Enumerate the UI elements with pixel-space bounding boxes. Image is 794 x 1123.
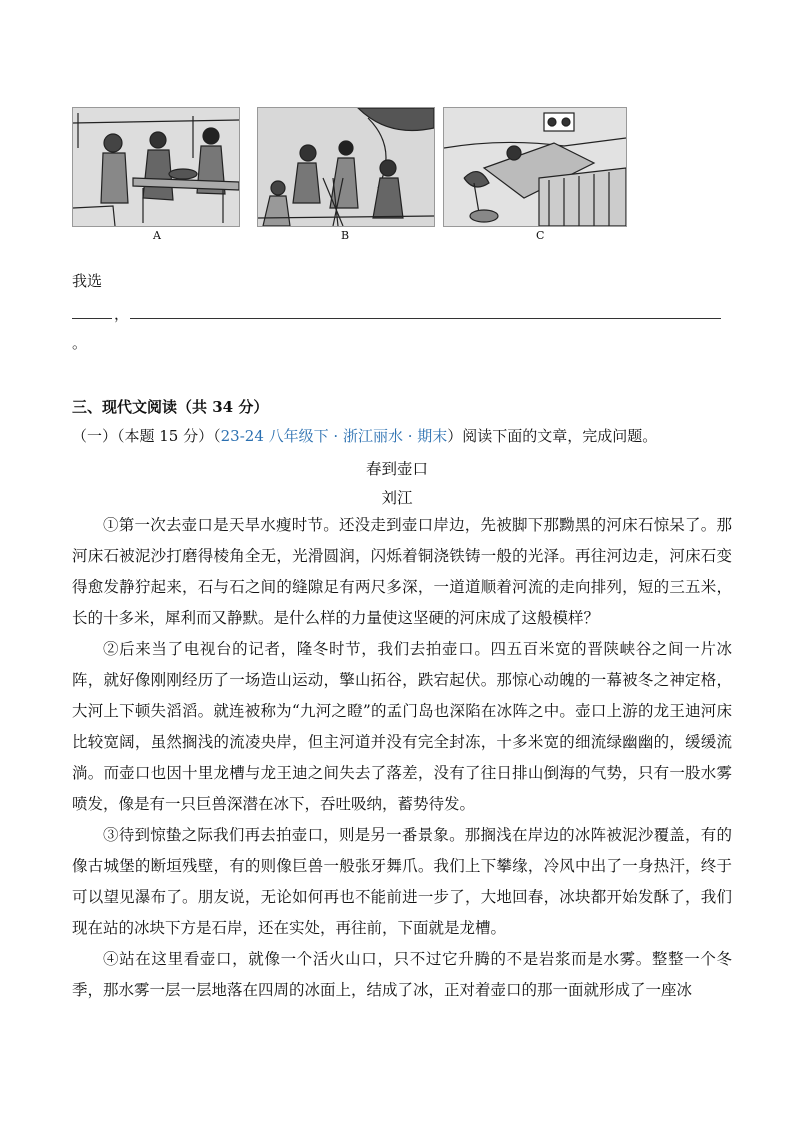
answer-blank-choice[interactable] — [72, 318, 112, 319]
answer-period: 。 — [72, 334, 88, 352]
caption-c: C — [536, 229, 545, 242]
illustration-a — [72, 107, 240, 227]
section-subtitle — [72, 425, 657, 446]
source-tag: 23-24 八年级下 · 浙江丽水 · 期末 — [220, 427, 448, 445]
sub-suffix: ）阅读下面的文章，完成问题。 — [447, 427, 658, 445]
article-title: 春到壶口 — [365, 460, 428, 478]
answer-comma: ， — [114, 305, 130, 323]
paragraph-3: ③待到惊蛰之际我们再去拍壶口，则是另一番景象。那搁浅在岸边的冰阵被泥沙覆盖，有的像古城堡的断垣残壁，有的则像巨兽一般张牙舞爪。我们上下攀缘，冷风中出了一身热汗，终于可以望见瀑布了。朋友说，无论如何再也不能前进一步了，大地回春，冰块都开始发酥了，我们现在站的冰块下方是石岸，还在实处，再往前，下面就是龙槽。 — [72, 826, 732, 937]
answer-prompt: 我选 — [72, 272, 103, 290]
answer-blank-reason[interactable] — [130, 318, 721, 319]
sub-prefix: （一）（本题 15 分）（ — [72, 427, 221, 445]
paragraph-4: ④站在这里看壶口，就像一个活火山口，只不过它升腾的不是岩浆而是水雾。整整一个冬季，那水雾一层一层地落在四周的冰面上，结成了冰，正对着壶口的那一面就形成了一座冰 — [72, 950, 732, 999]
section-title: 三、现代文阅读（共 34 分） — [72, 398, 269, 416]
paragraph-1: ①第一次去壶口是天旱水瘦时节。还没走到壶口岸边，先被脚下那黝黑的河床石惊呆了。那河床石被泥沙打磨得棱角全无，光滑圆润，闪烁着铜浇铁铸一般的光泽。再往河边走，河床石变得愈发静狞起来，石与石之间的缝隙足有两尺多深，一道道顺着河流的走向排列，短的三五米，长的十多米，犀利而又静默。是什么样的力量使这坚硬的河床成了这般模样？ — [72, 516, 732, 627]
article-body — [72, 510, 732, 1006]
illustration-c — [443, 107, 627, 227]
caption-b: B — [341, 229, 350, 242]
article-author: 刘江 — [381, 489, 413, 507]
illustration-b — [257, 107, 435, 227]
caption-a: A — [153, 229, 161, 242]
paragraph-2: ②后来当了电视台的记者，隆冬时节，我们去拍壶口。四五百米宽的晋陕峡谷之间一片冰阵，就好像刚刚经历了一场造山运动，擎山拓谷，跌宕起伏。那惊心动魄的一幕被冬之神定格，大河上下顿失滔滔。就连被称为“九河之瞪”的孟门岛也深陷在冰阵之中。壶口上游的龙王迪河床比较宽阔，虽然搁浅的流凌央岸，但主河道并没有完全封冻，十多米宽的细流绿幽幽的，缓缓流淌。而壶口也因十里龙槽与龙王迪之间失去了落差，没有了往日排山倒海的气势，只有一股水雾喷发，像是有一只巨兽深潜在冰下，吞吐吸纳，蓄势待发。 — [72, 640, 732, 813]
